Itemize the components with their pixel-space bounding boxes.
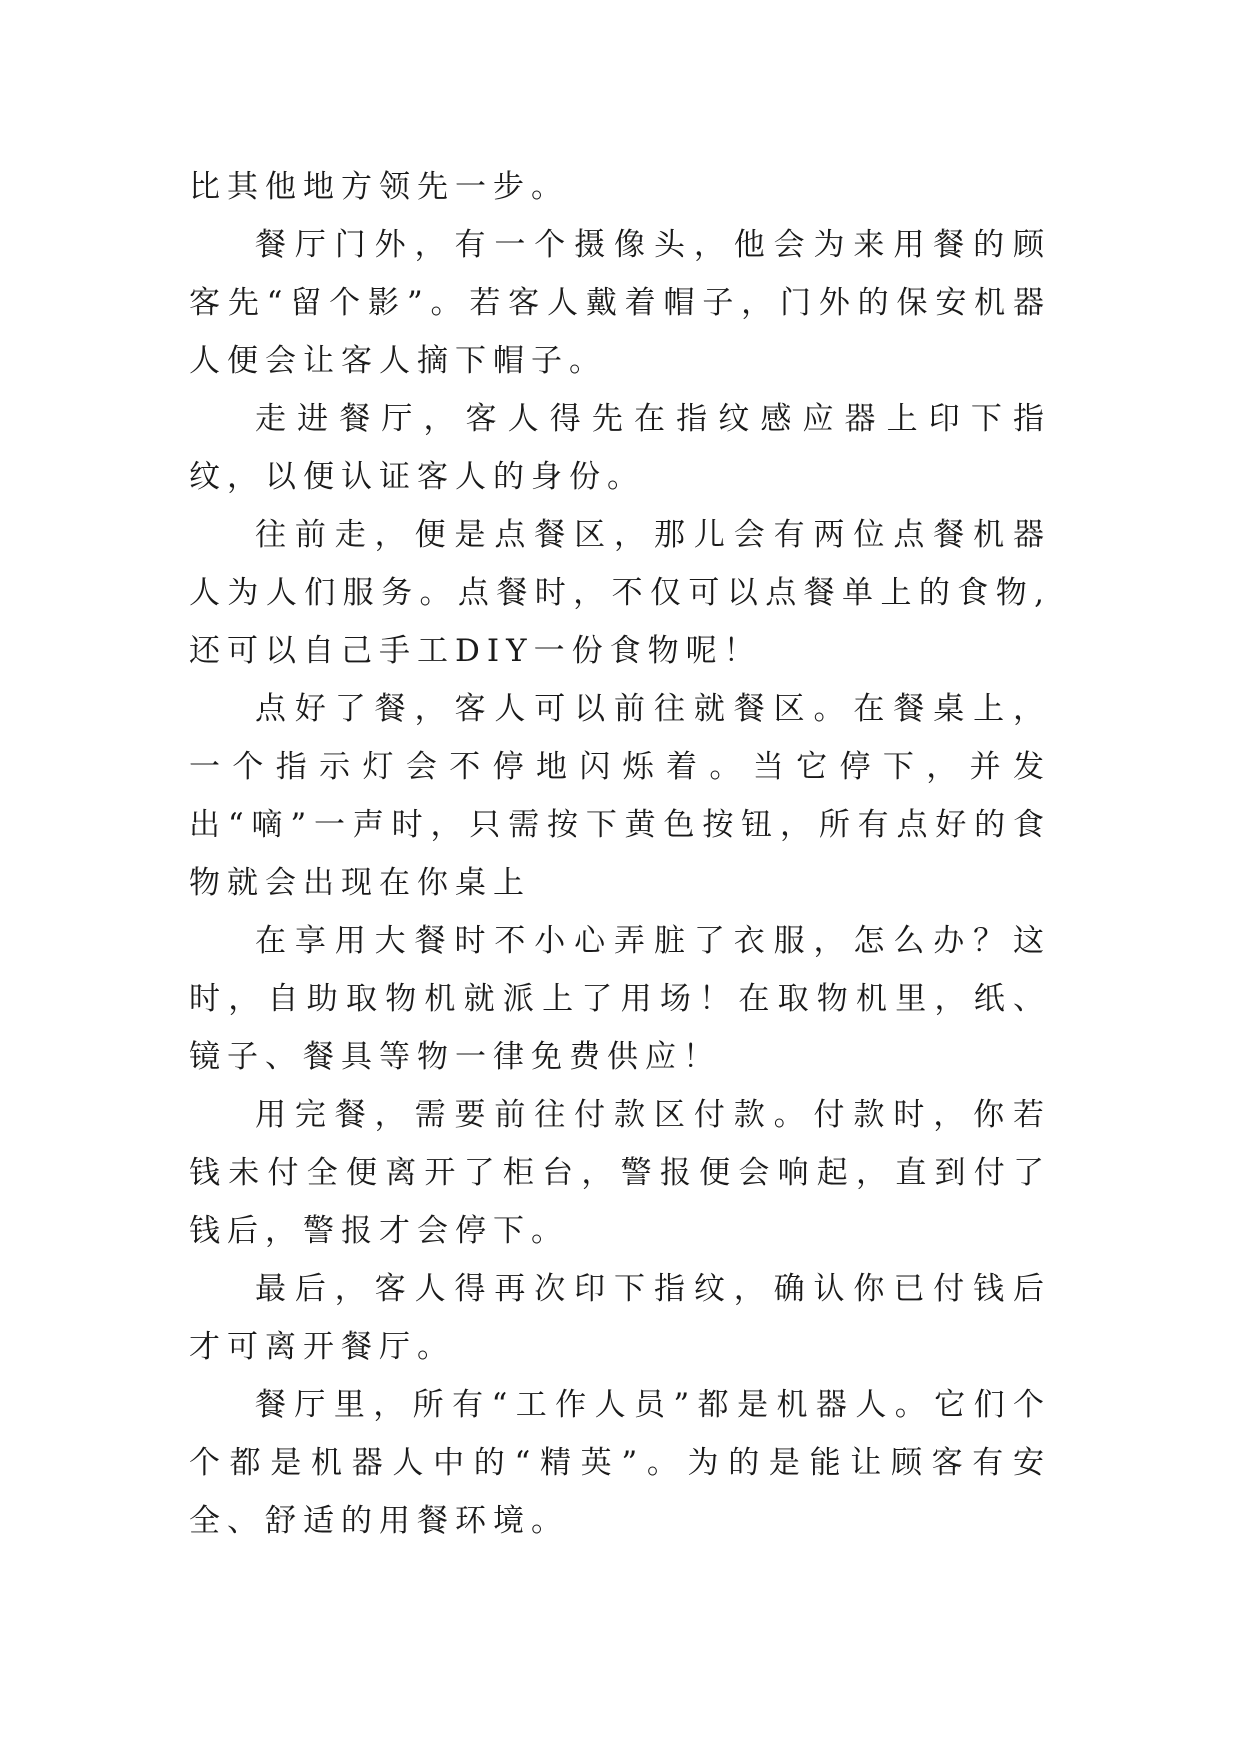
paragraph-7: 用完餐，需要前往付款区付款。付款时，你若钱未付全便离开了柜台，警报便会响起，直到付了钱后，警报才会停下。: [189, 1097, 1051, 1249]
paragraph-2: 餐厅门外，有一个摄像头，他会为来用餐的顾客先“留个影”。若客人戴着帽子，门外的保安机器人便会让客人摘下帽子。: [189, 227, 1051, 379]
paragraph-3: 走进餐厅，客人得先在指纹感应器上印下指纹，以便认证客人的身份。: [189, 401, 1051, 495]
paragraph-4: 往前走，便是点餐区，那儿会有两位点餐机器人为人们服务。点餐时，不仅可以点餐单上的食物,还可以自己手工DIY一份食物呢！: [189, 517, 1051, 669]
paragraph-6: 在享用大餐时不小心弄脏了衣服，怎么办？这时，自助取物机就派上了用场！在取物机里，纸、镜子、餐具等物一律免费供应！: [189, 923, 1051, 1075]
article-body: [189, 158, 1051, 1550]
paragraph-1: 比其他地方领先一步。: [189, 169, 569, 205]
paragraph-8: 最后，客人得再次印下指纹，确认你已付钱后才可离开餐厅。: [189, 1271, 1051, 1365]
paragraph-5: 点好了餐，客人可以前往就餐区。在餐桌上，一个指示灯会不停地闪烁着。当它停下，并发出“嘀”一声时，只需按下黄色按钮，所有点好的食物就会出现在你桌上: [189, 691, 1051, 901]
paragraph-9: 餐厅里，所有“工作人员”都是机器人。它们个个都是机器人中的“精英”。为的是能让顾客有安全、舒适的用餐环境。: [189, 1387, 1051, 1539]
